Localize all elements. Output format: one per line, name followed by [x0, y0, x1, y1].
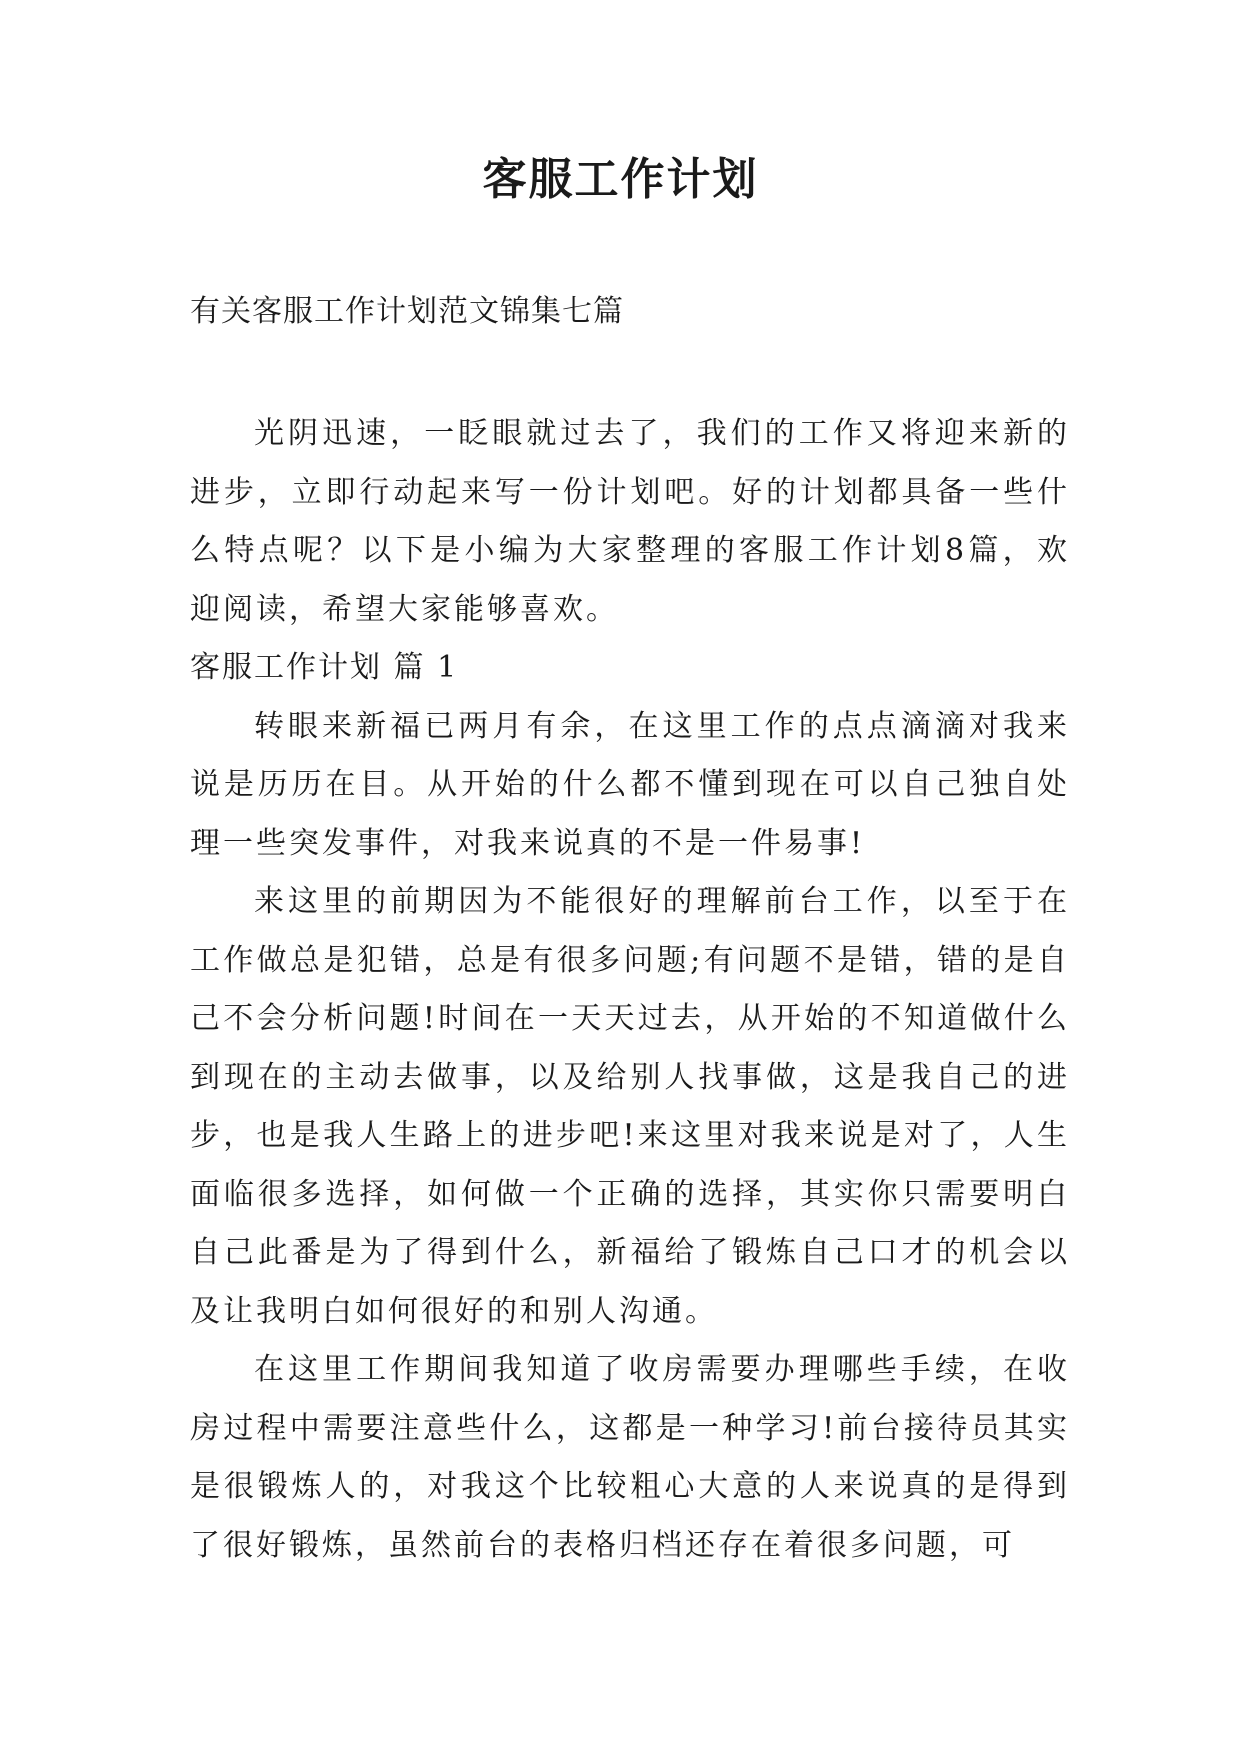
document-subtitle: 有关客服工作计划范文锦集七篇 [190, 294, 624, 329]
section-heading: 客服工作计划 篇 1 [190, 650, 459, 685]
intro-paragraph: 光阴迅速，一眨眼就过去了，我们的工作又将迎来新的进步，立即行动起来写一份计划吧。好的计划都具备一些什么特点呢？以下是小编为大家整理的客服工作计划8篇，欢迎阅读，希望大家能够喜欢。 [190, 416, 1070, 627]
document-body [190, 405, 1070, 1575]
document-title: 客服工作计划 [482, 154, 759, 205]
body-paragraph: 转眼来新福已两月有余，在这里工作的点点滴滴对我来说是历历在目。从开始的什么都不懂到现在可以自己独自处理一些突发事件，对我来说真的不是一件易事! [190, 708, 1070, 861]
body-paragraph: 来这里的前期因为不能很好的理解前台工作，以至于在工作做总是犯错，总是有很多问题;有问题不是错，错的是自己不会分析问题!时间在一天天过去，从开始的不知道做什么到现在的主动去做事，以及给别人找事做，这是我自己的进步，也是我人生路上的进步吧!来这里对我来说是对了，人生面临很多选择，如何做一个正确的选择，其实你只需要明白自己此番是为了得到什么，新福给了锻炼自己口才的机会以及让我明白如何很好的和别人沟通。 [190, 884, 1070, 1329]
body-paragraph: 在这里工作期间我知道了收房需要办理哪些手续，在收房过程中需要注意些什么，这都是一种学习!前台接待员其实是很锻炼人的，对我这个比较粗心大意的人来说真的是得到了很好锻炼，虽然前台的表格归档还存在着很多问题，可 [190, 1352, 1070, 1563]
